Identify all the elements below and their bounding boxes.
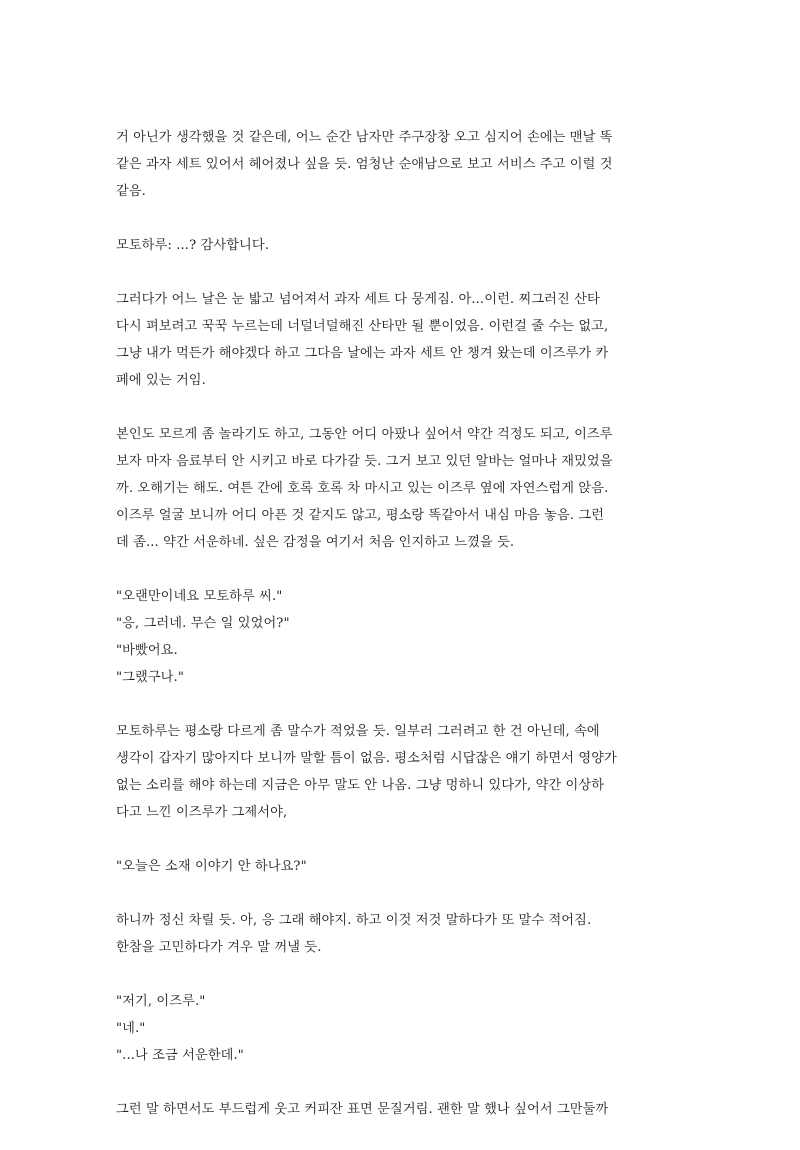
text-line: 다고 느낀 이즈루가 그제서야,	[116, 805, 288, 820]
text-line: 생각이 갑자기 많아지다 보니까 말할 틈이 없음. 평소처럼 시답잖은 얘기 하면서 영양가	[116, 751, 617, 766]
text-line: 그런 말 하면서도 부드럽게 웃고 커피잔 표면 문질거림. 괜한 말 했나 싶어서 그만둘까	[116, 1102, 609, 1117]
text-line: 없는 소리를 해야 하는데 지금은 아무 말도 안 나옴. 그냥 멍하니 있다가, 약간 이상하	[116, 778, 605, 793]
dialogue-line: "네."	[116, 1021, 146, 1036]
dialogue-line: "...나 조금 서운한데."	[116, 1048, 244, 1063]
text-line: 하니까 정신 차릴 듯. 아, 응 그래 해야지. 하고 이것 저것 말하다가 또 말수 적어짐.	[116, 913, 592, 928]
paragraph	[116, 718, 688, 826]
text-line: 모토하루: ...? 감사합니다.	[116, 238, 270, 253]
text-line: 그냥 내가 먹든가 해야겠다 하고 그다음 날에는 과자 세트 안 챙겨 왔는데 이즈루가 카	[116, 346, 609, 361]
dialogue-line: "오늘은 소재 이야기 안 하나요?"	[116, 859, 307, 874]
text-line: 까. 오해기는 해도. 여튼 간에 호록 호록 차 마시고 있는 이즈루 옆에 자연스럽게 앉음.	[116, 481, 609, 496]
text-line: 데 좀... 약간 서운하네. 싶은 감정을 여기서 처음 인지하고 느꼈을 듯.	[116, 535, 515, 550]
text-line: 이즈루 얼굴 보니까 어디 아픈 것 같지도 않고, 평소랑 똑같아서 내심 마음 놓음. 그런	[116, 508, 605, 523]
dialogue-block	[116, 988, 688, 1069]
paragraph	[116, 1096, 688, 1123]
text-line: 한참을 고민하다가 겨우 말 꺼낼 듯.	[116, 940, 322, 955]
paragraph	[116, 232, 688, 259]
paragraph	[116, 907, 688, 961]
text-line: 다시 펴보려고 꾹꾹 누르는데 너덜너덜해진 산타만 될 뿐이었음. 이런걸 줄 수는 없고,	[116, 319, 609, 334]
dialogue-block	[116, 583, 688, 691]
dialogue-line: "그랬구나."	[116, 670, 184, 685]
dialogue-line: "바빴어요.	[116, 643, 178, 658]
text-line: 같음.	[116, 184, 146, 199]
paragraph	[116, 286, 688, 394]
text-line: 그러다가 어느 날은 눈 밟고 넘어져서 과자 세트 다 뭉게짐. 아...이런. 찌그러진 산타	[116, 292, 600, 307]
dialogue-line: "저기, 이즈루."	[116, 994, 206, 1009]
paragraph	[116, 421, 688, 556]
text-line: 모토하루는 평소랑 다르게 좀 말수가 적었을 듯. 일부러 그러려고 한 건 아닌데, 속에	[116, 724, 600, 739]
paragraph	[116, 124, 688, 205]
text-line: 같은 과자 세트 있어서 헤어졌나 싶을 듯. 엄청난 순애남으로 보고 서비스 주고 이럴 것	[116, 157, 613, 172]
text-line: 보자 마자 음료부터 안 시키고 바로 다가갈 듯. 그거 보고 있던 알바는 얼마나 재밌었을	[116, 454, 613, 469]
text-line: 거 아닌가 생각했을 것 같은데, 어느 순간 남자만 주구장창 오고 심지어 손에는 맨날 똑	[116, 130, 613, 145]
document-page	[116, 124, 688, 1150]
text-line: 본인도 모르게 좀 놀라기도 하고, 그동안 어디 아팠나 싶어서 약간 걱정도 되고, 이즈루	[116, 427, 613, 442]
text-line: 페에 있는 거임.	[116, 373, 206, 388]
dialogue-line: "오랜만이네요 모토하루 씨."	[116, 589, 283, 604]
dialogue-block	[116, 853, 688, 880]
dialogue-line: "응, 그러네. 무슨 일 있었어?"	[116, 616, 290, 631]
